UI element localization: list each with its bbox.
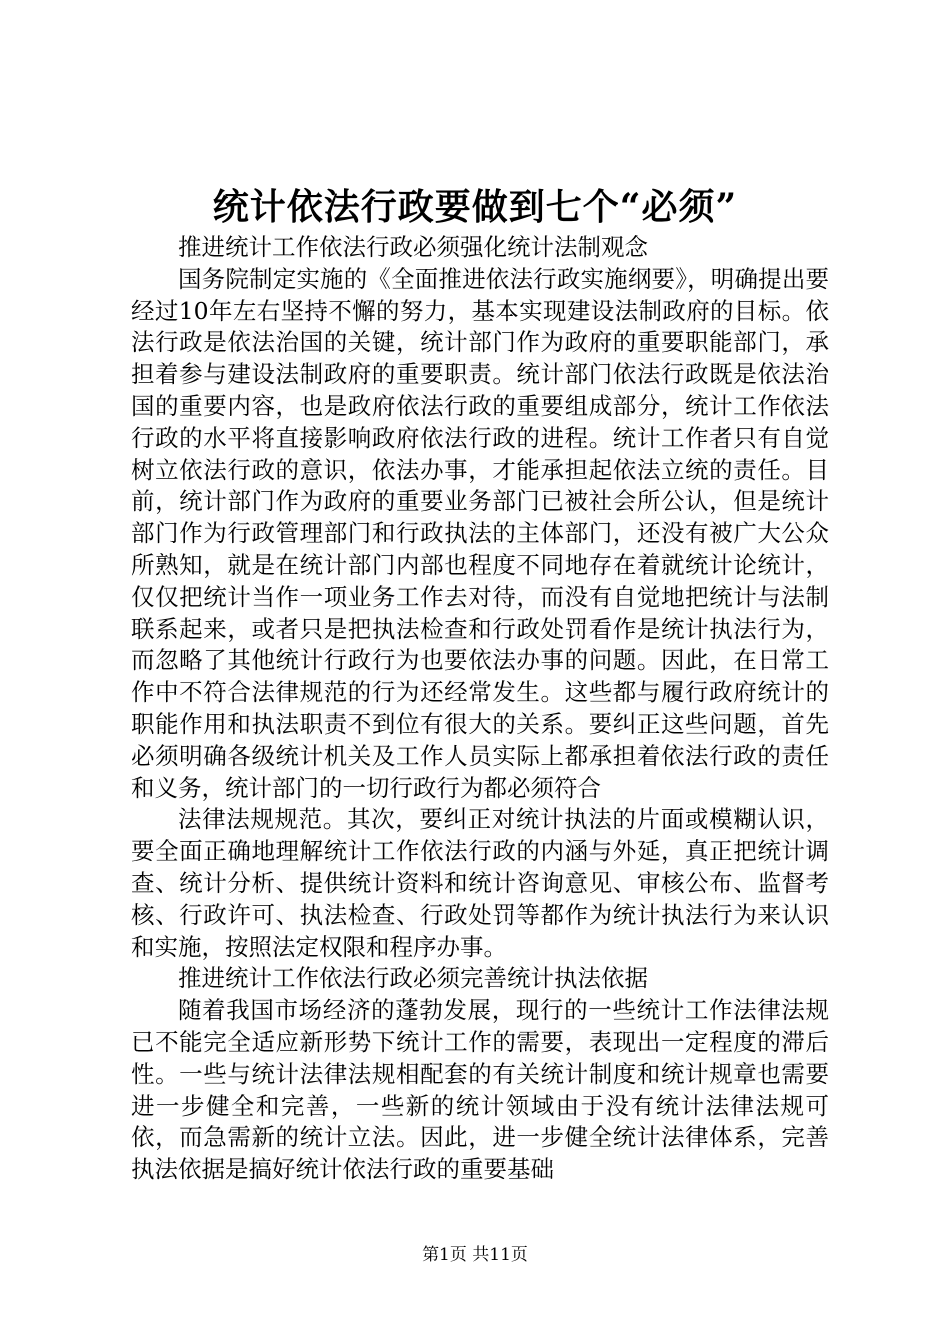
body-paragraph: 法律法规规范。其次，要纠正对统计执法的片面或模糊认识，要全面正确地理解统计工作依法行政的内涵与外延，真正把统计调查、统计分析、提供统计资料和统计咨询意见、审核公布、监督考核、行政许可、执法检查、行政处罚等都作为统计执法行为来认识和实施，按照法定权限和程序办事。	[131, 805, 829, 961]
page-footer: 第1页 共11页	[422, 1245, 528, 1265]
section-heading: 推进统计工作依法行政必须完善统计执法依据	[178, 964, 648, 993]
body-paragraph: 国务院制定实施的《全面推进依法行政实施纲要》，明确提出要经过10年左右坚持不懈的努力，基本实现建设法制政府的目标。依法行政是依法治国的关键，统计部门作为政府的重要职能部门，承担着参与建设法制政府的重要职责。统计部门依法行政既是依法治国的重要内容，也是政府依法行政的重要组成部分，统计工作依法行政的水平将直接影响政府依法行政的进程。统计工作者只有自觉树立依法行政的意识，依法办事，才能承担起依法立统的责任。目前，统计部门作为政府的重要业务部门已被社会所公认，但是统计部门作为行政管理部门和行政执法的主体部门，还没有被广大公众所熟知，就是在统计部门内部也程度不同地存在着就统计论统计，仅仅把统计当作一项业务工作去对待，而没有自觉地把统计与法制联系起来，或者只是把执法检查和行政处罚看作是统计执法行为，而忽略了其他统计行政行为也要依法办事的问题。因此，在日常工作中不符合法律规范的行为还经常发生。这些都与履行政府统计的职能作用和执法职责不到位有很大的关系。要纠正这些问题，首先必须明确各级统计机关及工作人员实际上都承担着依法行政的责任和义务，统计部门的一切行政行为都必须符合	[131, 264, 829, 802]
section-heading: 推进统计工作依法行政必须强化统计法制观念	[178, 233, 648, 261]
body-paragraph: 随着我国市场经济的蓬勃发展，现行的一些统计工作法律法规已不能完全适应新形势下统计工作的需要，表现出一定程度的滞后性。一些与统计法律法规相配套的有关统计制度和统计规章也需要进一步健全和完善，一些新的统计领域由于没有统计法律法规可依，而急需新的统计立法。因此，进一步健全统计法律体系，完善执法依据是搞好统计依法行政的重要基础	[131, 996, 829, 1184]
document-title: 统计依法行政要做到七个“必须”	[212, 186, 738, 228]
document-body	[131, 232, 829, 1186]
